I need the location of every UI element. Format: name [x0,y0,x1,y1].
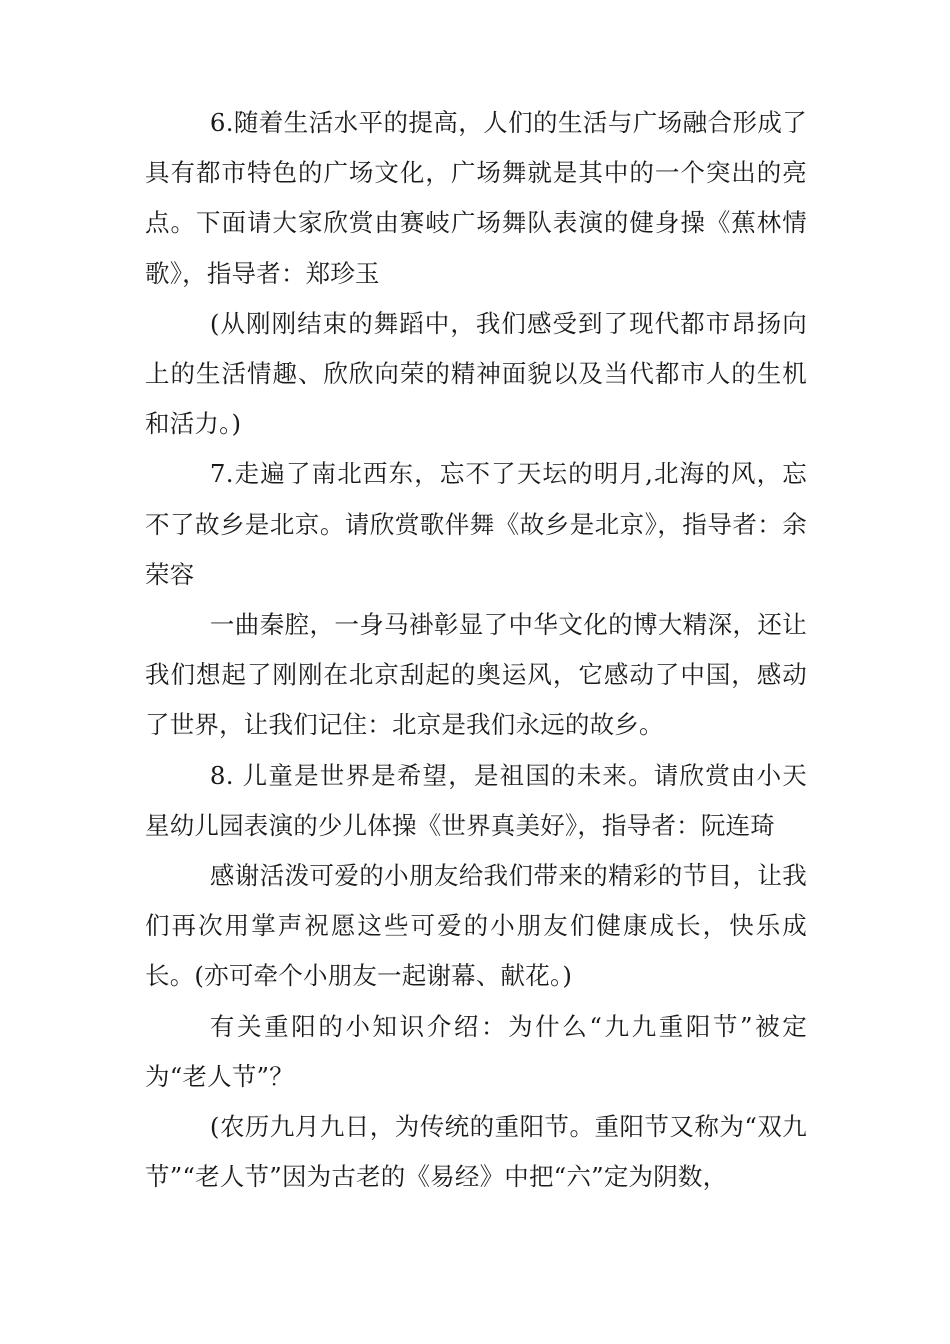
paragraph-item-8-children: 8. 儿童是世界是希望，是祖国的未来。请欣赏由小天星幼儿园表演的少儿体操《世界真美好》，指导者：阮连琦 [145,760,807,840]
paragraph-thanks-children: 感谢活泼可爱的小朋友给我们带来的精彩的节目，让我们再次用掌声祝愿这些可爱的小朋友们健康成长，快乐成长。(亦可牵个小朋友一起谢幕、献花。) [145,861,807,991]
paragraph-item-7-hometown-beijing: 7.走遍了南北西东，忘不了天坛的明月,北海的风，忘不了故乡是北京。请欣赏歌伴舞《故乡是北京》，指导者：余荣容 [145,459,807,589]
document-body [145,98,807,1202]
paragraph-item-6-square-dance: 6.随着生活水平的提高，人们的生活与广场融合形成了具有都市特色的广场文化，广场舞就是其中的一个突出的亮点。下面请大家欣赏由赛岐广场舞队表演的健身操《蕉林情歌》，指导者：郑珍玉 [145,108,807,288]
paragraph-qinqiang-commentary: 一曲秦腔，一身马褂彰显了中华文化的博大精深，还让我们想起了刚刚在北京刮起的奥运风，它感动了中国，感动了世界，让我们记住：北京是我们永远的故乡。 [145,610,807,740]
paragraph-chongyang-answer: (农历九月九日，为传统的重阳节。重阳节又称为“双九节”“老人节”因为古老的《易经》中把“六”定为阴数， [145,1112,807,1192]
paragraph-chongyang-question: 有关重阳的小知识介绍：为什么“九九重阳节”被定为“老人节”？ [145,1011,807,1091]
paragraph-dance-commentary: (从刚刚结束的舞蹈中，我们感受到了现代都市昂扬向上的生活情趣、欣欣向荣的精神面貌以及当代都市人的生机和活力。) [145,308,807,439]
